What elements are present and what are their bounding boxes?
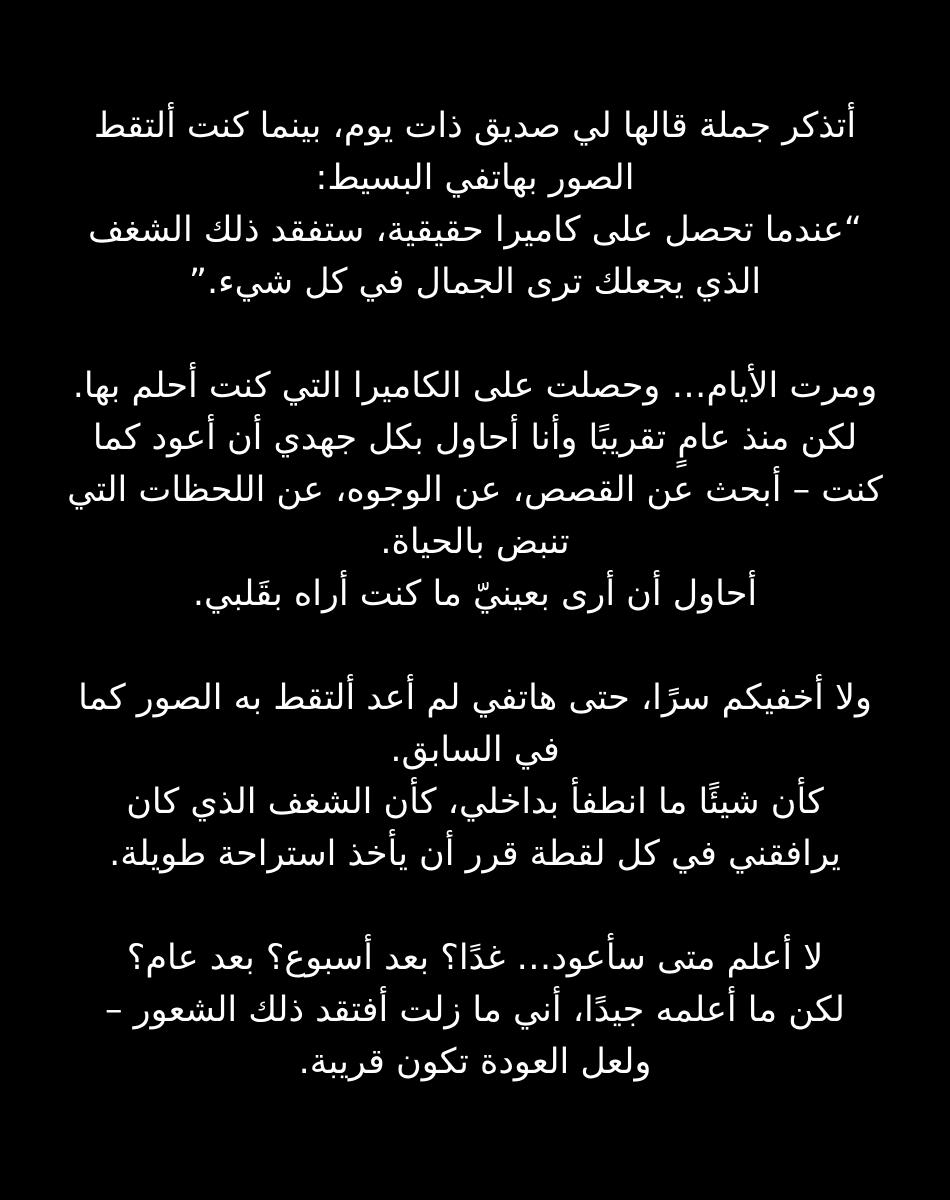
paragraph-3 xyxy=(40,672,910,880)
text-line: أتذكر جملة قالها لي صديق ذات يوم، بينما كنت ألتقط xyxy=(93,106,857,146)
text-line: لكن ما أعلمه جيدًا، أني ما زلت أفتقد ذلك الشعور – xyxy=(105,990,845,1030)
text-line: كأن شيئًا ما انطفأ بداخلي، كأن الشغف الذي كان xyxy=(126,782,824,822)
text-line: في السابق. xyxy=(390,730,560,770)
paragraph-2 xyxy=(40,360,910,620)
text-line: الصور بهاتفي البسيط: xyxy=(315,158,635,198)
post-text-body xyxy=(40,100,910,1088)
text-line: الذي يجعلك ترى الجمال في كل شيء.” xyxy=(188,262,762,302)
text-line: تنبض بالحياة. xyxy=(380,522,570,562)
text-line: ولعل العودة تكون قريبة. xyxy=(298,1042,652,1082)
text-line: لا أعلم متى سأعود… غدًا؟ بعد أسبوع؟ بعد عام؟ xyxy=(126,938,824,978)
text-line: ولا أخفيكم سرًا، حتى هاتفي لم أعد ألتقط به الصور كما xyxy=(78,678,872,718)
text-line: لكن منذ عامٍ تقريبًا وأنا أحاول بكل جهدي أن أعود كما xyxy=(92,418,858,458)
text-line: أحاول أن أرى بعينيّ ما كنت أراه بقَلبي. xyxy=(192,574,758,614)
text-line: يرافقني في كل لقطة قرر أن يأخذ استراحة طويلة. xyxy=(109,834,841,874)
text-line: ومرت الأيام… وحصلت على الكاميرا التي كنت أحلم بها. xyxy=(72,366,878,406)
text-line: “عندما تحصل على كاميرا حقيقية، ستفقد ذلك الشغف xyxy=(87,210,863,250)
text-line: كنت – أبحث عن القصص، عن الوجوه، عن اللحظات التي xyxy=(67,470,883,510)
paragraph-4 xyxy=(40,932,910,1088)
paragraph-1 xyxy=(40,100,910,308)
